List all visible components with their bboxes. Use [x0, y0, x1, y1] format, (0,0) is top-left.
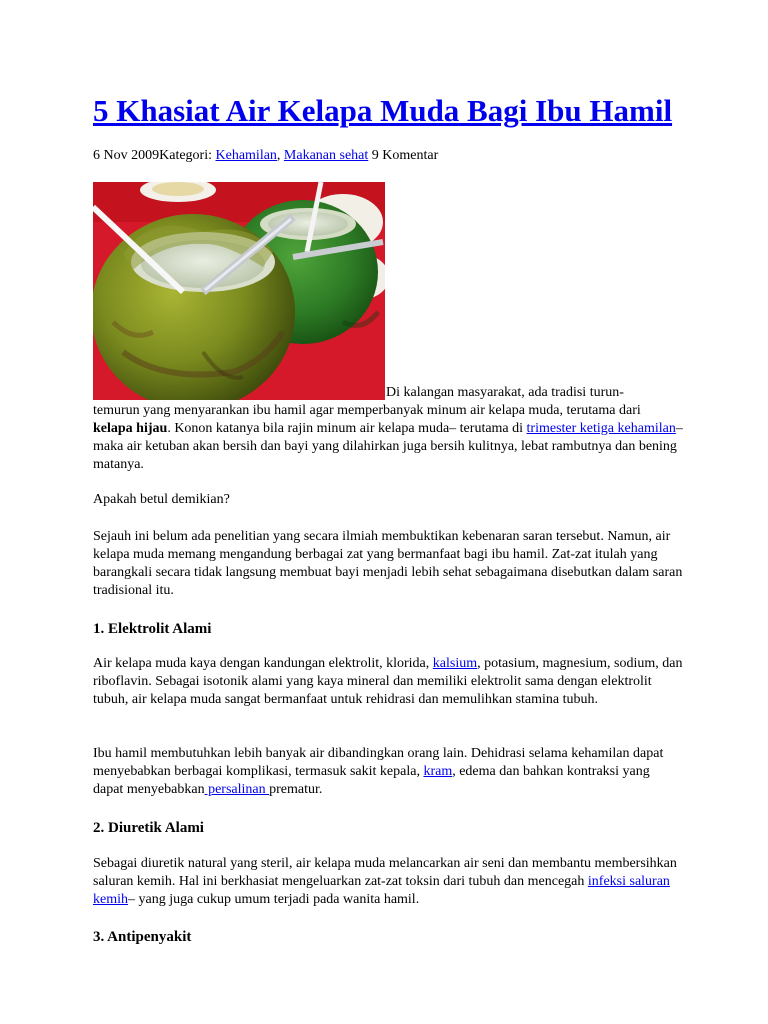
s1p2-text-a: Ibu hamil membutuhkan lebih banyak air dibandingkan orang lain. Dehidrasi selama kehamilan dapat menyebabkan berbagai komplikasi, termasuk sakit kepala, [93, 746, 664, 779]
section-1-paragraph-2 [93, 745, 683, 799]
intro-first-line: Di kalangan masyarakat, ada tradisi turun- [386, 385, 624, 400]
s2-text-a: Sebagai diuretik natural yang steril, air kelapa muda melancarkan air seni dan membantu membersihkan saluran kemih. Hal ini berkhasiat mengeluarkan zat-zat toksin dari tubuh dan mencegah [93, 856, 677, 889]
intro-text-b: . Konon katanya bila rajin minum air kelapa muda– terutama di [167, 421, 527, 436]
s1p1-text-b: , potasium, magnesium, sodium, dan riboflavin. Sebagai isotonik alami yang kaya mineral dan memiliki elektrolit sama dengan elektrolit tubuh, air kelapa muda sangat bermanfaat untuk rehidrasi dan memulihkan stamina tubuh. [93, 656, 683, 707]
s2-text-b: – yang juga cukup umum terjadi pada wanita hamil. [128, 892, 420, 907]
category-link-makanan-sehat[interactable]: Makanan sehat [283, 148, 369, 163]
infeksi-link[interactable]: infeksi saluran kemih [93, 874, 670, 907]
intro-text-c: –maka air ketuban akan bersih dan bayi yang dilahirkan juga bersih kulitnya, lebat rambutnya dan bening matanya. [93, 421, 683, 472]
section-3-heading: 3. Antipenyakit [93, 929, 192, 945]
question-text: Apakah betul demikian? [93, 492, 230, 507]
trimester-link[interactable]: trimester ketiga kehamilan [526, 421, 676, 436]
intro-text-a: temurun yang menyarankan ibu hamil agar memperbanyak minum air kelapa muda, terutama dari [93, 403, 641, 418]
coconut-photo [93, 182, 385, 400]
post-date: 6 Nov 2009 [93, 148, 160, 163]
category-separator: , [276, 148, 284, 163]
kalsium-link[interactable]: kalsium [432, 656, 478, 671]
section-1-paragraph-1 [93, 655, 683, 709]
category-prefix: Kategori: [159, 148, 216, 163]
s1p2-text-c: prematur. [269, 782, 323, 797]
paragraph-2 [93, 528, 683, 600]
s1p1-text-a: Air kelapa muda kaya dengan kandungan elektrolit, klorida, [93, 656, 433, 671]
paragraph-2-text: Sejauh ini belum ada penelitian yang secara ilmiah membuktikan kebenaran saran tersebut. Namun, air kelapa muda memang mengandung berbagai zat yang bermanfaat bagi ibu hamil. Zat-zat itulah yang barangkali secara tidak langsung membuat bayi menjadi lebih sehat sebagaimana disebutkan dalam saran tradisional itu. [93, 529, 683, 598]
persalinan-link[interactable]: persalinan [204, 782, 270, 797]
section-1-heading: 1. Elektrolit Alami [93, 621, 212, 637]
kram-link[interactable]: kram [423, 764, 453, 779]
section-2-paragraph [93, 855, 683, 909]
article-title-link[interactable]: 5 Khasiat Air Kelapa Muda Bagi Ibu Hamil [93, 93, 673, 128]
article-title[interactable] [93, 93, 672, 129]
s1p2-text-b: , edema dan bahkan kontraksi yang dapat menyebabkan [93, 764, 650, 797]
category-link-kehamilan[interactable]: Kehamilan [215, 148, 277, 163]
comment-count: 9 Komentar [368, 148, 439, 163]
article-meta [93, 147, 438, 165]
intro-paragraph [93, 402, 683, 474]
question-paragraph [93, 491, 683, 509]
intro-bold: kelapa hijau [93, 421, 168, 436]
section-2-heading: 2. Diuretik Alami [93, 820, 204, 836]
